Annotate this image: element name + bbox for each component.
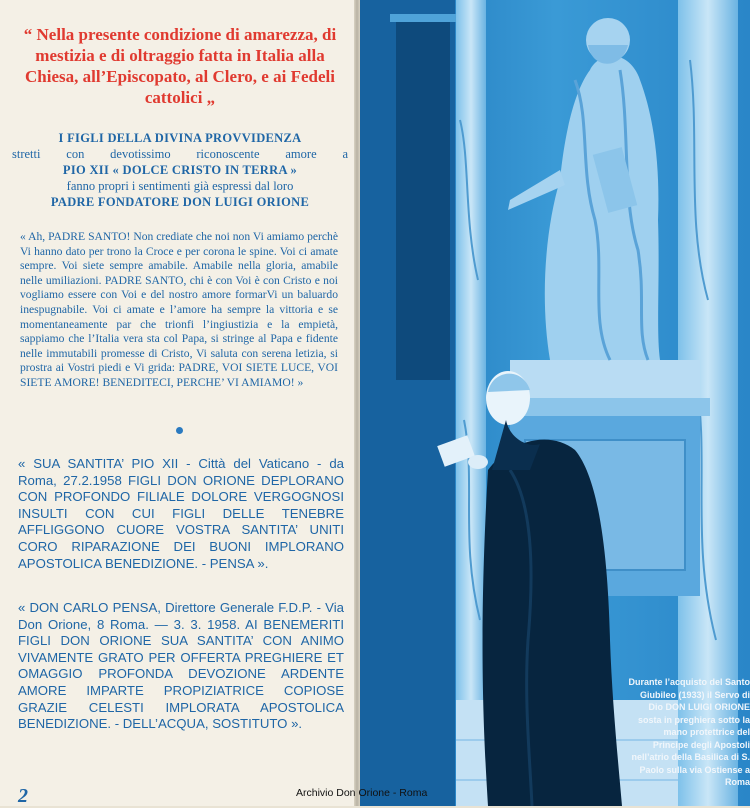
dedication-block (12, 130, 348, 210)
archive-credit: Archivio Don Orione - Roma (296, 787, 428, 799)
telegram-reply: « DON CARLO PENSA, Direttore Generale F.D.P. - Via Don Orione, 8 Roma. — 3. 3. 1958. AI BENEMERITI FIGLI DON ORIONE SUA SANTITA’ CON ANIMO VIVAMENTE GRATO PER OFFERTA PREGHIERE ET OMAGGIO PROFONDA DEVOZIONE ARDENTE AMORE IMPARTE PROPIZIATRICE COPIOSE GRAZIE CELESTI IMPLORATA APOSTOLICA BENEDIZIONE. - DELL’ACQUA, SOSTITUTO ». (18, 600, 344, 732)
dedication-line-3: PIO XII « DOLCE CRISTO IN TERRA » (62, 163, 298, 177)
dedication-line-2: stretti con devotissimo riconoscente amore a (12, 147, 348, 161)
dedication-line-5: PADRE FONDATORE DON LUIGI ORIONE (50, 195, 310, 209)
founder-quote-paragraph: « Ah, PADRE SANTO! Non crediate che noi non Vi amiamo perchè Vi hanno dato per trono la Croce e per corona le spine. Voi ci amate sempre. Voi siete sempre amabile. Amabile nella gloria, amabile nelle umiliazioni. PADRE SANTO, chi è con Voi è con Cristo e noi vogliamo essere con Voi e del nostro amore formarVi un baluardo inespugnabile. Voi ci amate e l’amore ha sempre la vittoria e se momentaneamente par che trionfi l’ingiustizia e la empietà, sappiamo che l’Italia vera sta col Papa, si stringe al Papa e fidente nelle immutabili promesse di Cristo, Vi saluta con serena letizia, si prostra ai Vostri piedi e Vi grida: PADRE, VOI SIETE LUCE, VOI SIETE AMORE! BENEDITECI, PERCHE’ VI AMIAMO! » (20, 230, 338, 389)
separator-dot (176, 427, 183, 434)
photo-caption: Durante l’acquisto del Santo Giubileo (1933) il Servo di Dio DON LUIGI ORIONE sosta in preghiera sotto la mano protettrice del Principe degli Apostoli nell’atrio della Basilica di S. Paolo sulla via Ostiense a Roma (628, 677, 750, 787)
red-quote-heading: “ Nella presente condizione di amarezza, di mestizia e di oltraggio fatta in Italia alla Chiesa, all’Episcopato, al Clero, e ai Fedeli cattolici „ (23, 25, 337, 107)
page-number: 2 (18, 785, 28, 807)
photo-panel (360, 0, 750, 806)
telegram-to-pope: « SUA SANTITA’ PIO XII - Città del Vaticano - da Roma, 27.2.1958 FIGLI DON ORIONE DEPLORANO CON PROFONDO FILIALE DOLORE VERGOGNOSI INSULTI CON CUI FIGLI DELLE TENEBRE AFFLIGGONO CUORE VOSTRA SANTITA’ UNITI CORO RIPARAZIONE DEI BUONI IMPLORANO APOSTOLICA BENEDIZIONE. - PENSA ». (18, 456, 344, 571)
dedication-line-4: fanno propri i sentimenti già espressi dal loro (66, 179, 294, 193)
dedication-line-1: I FIGLI DELLA DIVINA PROVVIDENZA (58, 131, 302, 145)
left-page (0, 0, 356, 806)
